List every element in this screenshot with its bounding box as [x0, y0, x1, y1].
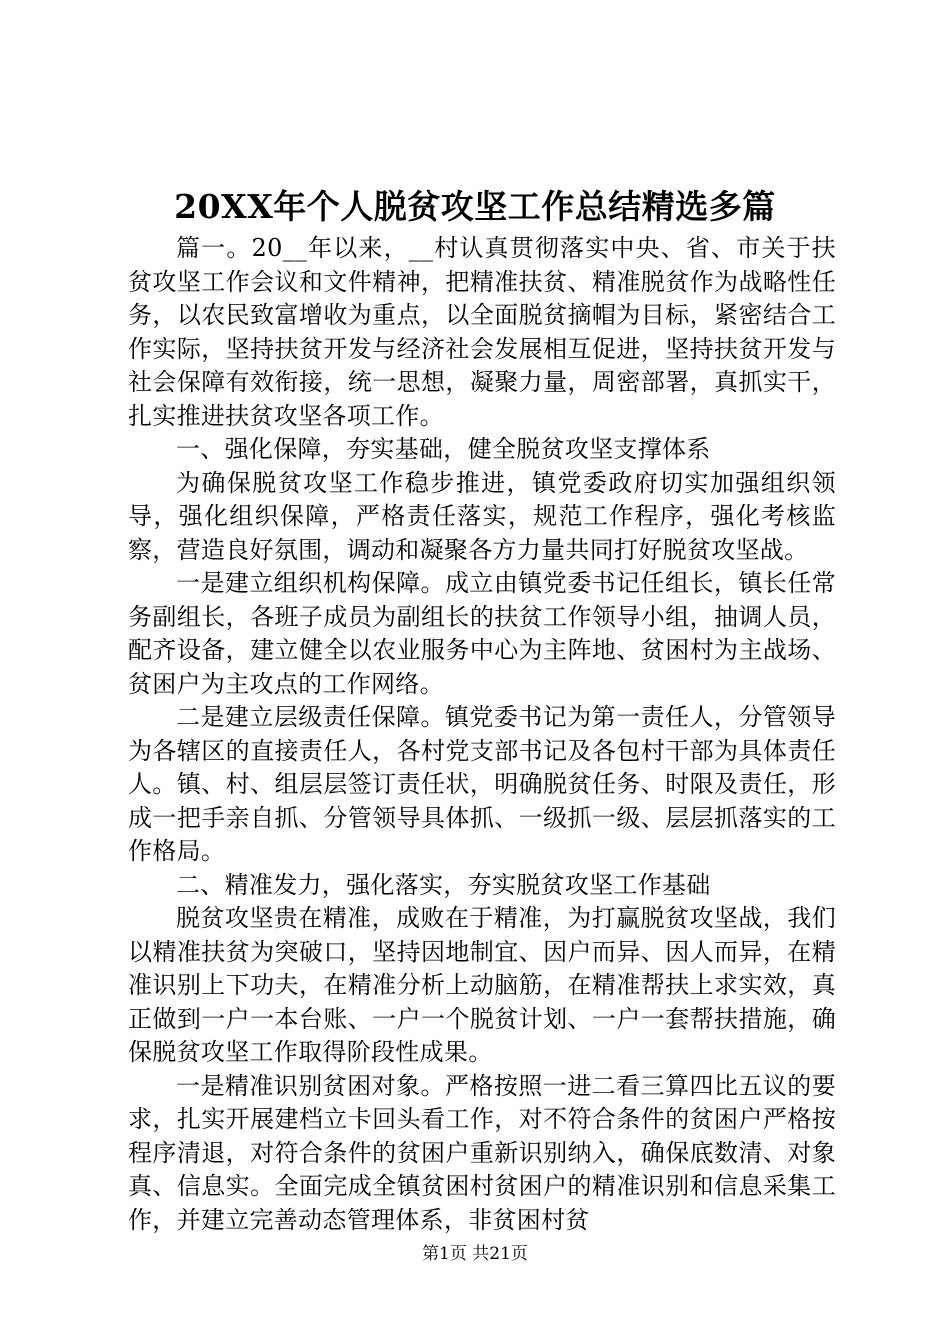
- paragraph: 脱贫攻坚贵在精准，成败在于精准，为打赢脱贫攻坚战，我们以精准扶贫为突破口，坚持因地制宜、因户而异、因人而异，在精准识别上下功夫，在精准分析上动脑筋，在精准帮扶上求实效，真正做到一户一本台账、一户一个脱贫计划、一户一套帮扶措施，确保脱贫攻坚工作取得阶段性成果。: [128, 904, 836, 1066]
- page-footer: 第1页 共21页: [422, 1244, 528, 1264]
- paragraph: 一是精准识别贫困对象。严格按照一进二看三算四比五议的要求，扎实开展建档立卡回头看工作，对不符合条件的贫困户严格按程序清退，对符合条件的贫困户重新识别纳入，确保底数清、对象真、信息实。全面完成全镇贫困村贫困户的精准识别和信息采集工作，并建立完善动态管理体系，非贫困村贫: [128, 1071, 836, 1234]
- paragraph: 二是建立层级责任保障。镇党委书记为第一责任人，分管领导为各辖区的直接责任人，各村党支部书记及各包村干部为具体责任人。镇、村、组层层签订责任状，明确脱贫任务、时限及责任，形成一把手亲自抓、分管领导具体抓、一级抓一级、层层抓落实的工作格局。: [128, 703, 836, 865]
- paragraph: 为确保脱贫攻坚工作稳步推进，镇党委政府切实加强组织领导，强化组织保障，严格责任落实，规范工作程序，强化考核监察，营造良好氛围，调动和凝聚各方力量共同打好脱贫攻坚战。: [128, 468, 836, 564]
- paragraph: 一是建立组织机构保障。成立由镇党委书记任组长，镇长任常务副组长，各班子成员为副组长的扶贫工作领导小组，抽调人员，配齐设备，建立健全以农业服务中心为主阵地、贫困村为主战场、贫困户为主攻点的工作网络。: [128, 569, 836, 698]
- section-heading-2: 二、精准发力，强化落实，夯实脱贫攻坚工作基础: [176, 870, 711, 899]
- document-title: 20XX年个人脱贫攻坚工作总结精选多篇: [174, 187, 776, 226]
- paragraph-intro: 篇一。20__年以来，__村认真贯彻落实中央、省、市关于扶贫攻坚工作会议和文件精神，把精准扶贫、精准脱贫作为战略性任务，以农民致富增收为重点，以全面脱贫摘帽为目标，紧密结合工作实际，坚持扶贫开发与经济社会发展相互促进，坚持扶贫开发与社会保障有效衔接，统一思想，凝聚力量，周密部署，真抓实干，扎实推进扶贫攻坚各项工作。: [128, 234, 836, 430]
- section-heading-1: 一、强化保障，夯实基础，健全脱贫攻坚支撑体系: [176, 435, 711, 463]
- document-body: [128, 232, 836, 1237]
